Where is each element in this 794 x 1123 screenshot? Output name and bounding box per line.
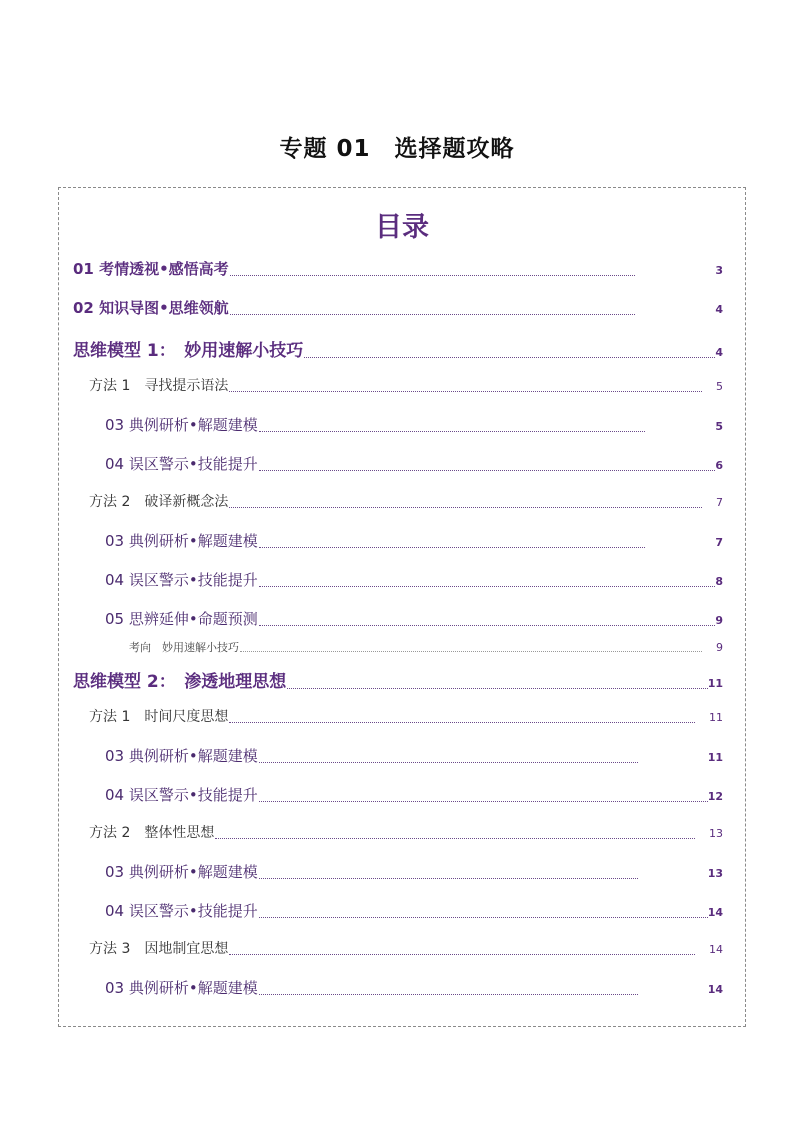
toc-entry[interactable]: [105, 900, 723, 921]
toc-entry-label: 04 误区警示•技能提升: [105, 455, 258, 473]
toc-entry[interactable]: [105, 977, 723, 998]
toc-entry[interactable]: [105, 414, 723, 435]
toc-entry[interactable]: [105, 784, 723, 805]
toc-entry-page: 11: [707, 751, 723, 764]
toc-entry-page: 5: [716, 380, 723, 393]
toc-entry-label: 方法 1 寻找提示语法: [89, 378, 229, 394]
toc-entry-label: 方法 2 破译新概念法: [89, 494, 229, 510]
toc-leader-dots: [259, 586, 716, 587]
toc-leader-dots: [259, 431, 646, 432]
toc-entry[interactable]: [105, 453, 723, 474]
toc-heading: 目录: [375, 212, 429, 243]
toc-leader-dots: [240, 651, 702, 652]
toc-entry-label: 03 典例研析•解题建模: [105, 532, 258, 550]
toc-leader-dots: [229, 954, 695, 955]
toc-entry-page: 5: [715, 420, 723, 433]
toc-entry-label: 03 典例研析•解题建模: [105, 863, 258, 881]
toc-entry-page: 14: [707, 906, 723, 919]
toc-entry-label: 方法 2 整体性思想: [89, 825, 215, 841]
toc-entry[interactable]: [89, 491, 723, 511]
document-title: 专题 01 选择题攻略: [279, 136, 515, 162]
toc-leader-dots: [229, 507, 702, 508]
toc-leader-dots: [287, 688, 707, 689]
toc-entry-page: 9: [715, 614, 723, 627]
toc-entry-page: 14: [709, 943, 723, 956]
toc-leader-dots: [215, 838, 695, 839]
toc-entry[interactable]: [73, 336, 723, 361]
toc-entry[interactable]: [89, 938, 723, 958]
toc-entry-page: 7: [716, 496, 723, 509]
toc-entry-label: 思维模型 2： 渗透地理思想: [73, 672, 287, 692]
toc-leader-dots: [259, 801, 708, 802]
toc-entry[interactable]: [105, 569, 723, 590]
toc-entry-page: 9: [716, 641, 723, 654]
toc-entry[interactable]: [89, 706, 723, 726]
toc-entry-page: 11: [709, 711, 723, 724]
toc-entry-page: 6: [715, 459, 723, 472]
toc-entry-page: 3: [715, 264, 723, 277]
toc-entry-page: 4: [715, 303, 723, 316]
toc-entry[interactable]: [105, 530, 723, 551]
toc-leader-dots: [259, 470, 716, 471]
toc-entry-label: 03 典例研析•解题建模: [105, 979, 258, 997]
toc-leader-dots: [259, 625, 716, 626]
toc-entry-page: 7: [715, 536, 723, 549]
toc-entry[interactable]: [129, 639, 723, 655]
toc-entry-label: 04 误区警示•技能提升: [105, 571, 258, 589]
toc-entry[interactable]: [73, 258, 723, 279]
toc-entry-page: 4: [715, 346, 723, 359]
toc-entry[interactable]: [105, 861, 723, 882]
toc-entry-label: 考向 妙用速解小技巧: [129, 641, 239, 654]
toc-leader-dots: [229, 391, 702, 392]
toc-entry-label: 01 考情透视•感悟高考: [73, 260, 229, 278]
toc-entry-label: 02 知识导图•思维领航: [73, 299, 229, 317]
toc-entry-label: 03 典例研析•解题建模: [105, 416, 258, 434]
toc-entry[interactable]: [89, 375, 723, 395]
toc-entry[interactable]: [105, 608, 723, 629]
toc-entry-label: 04 误区警示•技能提升: [105, 786, 258, 804]
toc-entry-page: 11: [707, 677, 723, 690]
toc-entry-label: 思维模型 1： 妙用速解小技巧: [73, 341, 304, 361]
toc-leader-dots: [259, 878, 638, 879]
toc-leader-dots: [259, 762, 638, 763]
toc-leader-dots: [259, 547, 646, 548]
toc-leader-dots: [229, 722, 695, 723]
toc-entry-page: 12: [707, 790, 723, 803]
toc-entry-label: 04 误区警示•技能提升: [105, 902, 258, 920]
toc-entry-label: 方法 1 时间尺度思想: [89, 709, 229, 725]
toc-entry[interactable]: [73, 297, 723, 318]
toc-entry-page: 14: [707, 983, 723, 996]
toc-leader-dots: [259, 994, 638, 995]
toc-entry[interactable]: [89, 822, 723, 842]
toc-leader-dots: [230, 275, 636, 276]
toc-leader-dots: [230, 314, 636, 315]
toc-entry[interactable]: [105, 745, 723, 766]
toc-entry[interactable]: [73, 667, 723, 692]
toc-entry-label: 03 典例研析•解题建模: [105, 747, 258, 765]
toc-entry-page: 8: [715, 575, 723, 588]
toc-entry-label: 方法 3 因地制宜思想: [89, 941, 229, 957]
toc-entry-label: 05 思辨延伸•命题预测: [105, 610, 258, 628]
toc-leader-dots: [304, 357, 715, 358]
toc-entry-page: 13: [707, 867, 723, 880]
toc-leader-dots: [259, 917, 708, 918]
table-of-contents: [58, 187, 746, 1027]
toc-entry-page: 13: [709, 827, 723, 840]
